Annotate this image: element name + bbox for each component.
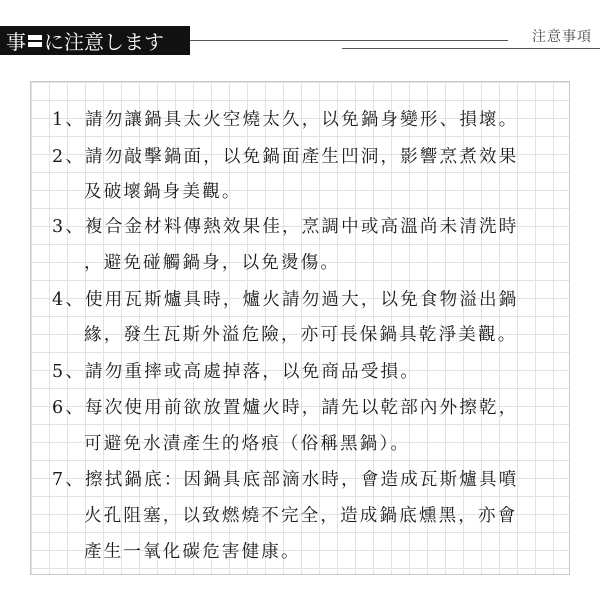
note-line: 2、請勿敲擊鍋面，以免鍋面產生凹洞，影響烹煮效果 xyxy=(52,147,519,167)
note-line: ，避免碰觸鍋身，以免燙傷。 xyxy=(84,253,341,273)
note-line: 火孔阻塞，以致燃燒不完全，造成鍋底燻黑，亦會 xyxy=(84,506,518,526)
note-line: 1、請勿讓鍋具太火空燒太久，以免鍋身變形、損壞。 xyxy=(52,110,519,130)
note-line: 緣，發生瓦斯外溢危險，亦可長保鍋具乾淨美觀。 xyxy=(84,325,518,345)
section-title-box xyxy=(0,26,190,55)
note-line: 3、複合金材料傳熱效果佳，烹調中或高溫尚未清洗時 xyxy=(52,217,519,237)
note-line: 可避免水漬產生的烙痕（俗稱黑鍋）。 xyxy=(84,434,411,454)
note-line: 5、請勿重摔或高處掉落，以免商品受損。 xyxy=(52,362,420,382)
note-line: 6、每次使用前欲放置爐火時，請先以乾部內外擦乾， xyxy=(52,398,519,418)
header-rule-long xyxy=(190,40,508,41)
title-separator-icon xyxy=(28,34,42,48)
note-line: 4、使用瓦斯爐具時，爐火請勿過大，以免食物溢出鍋 xyxy=(52,290,519,310)
header-rule-short xyxy=(342,48,600,49)
section-subtitle: 注意事項 xyxy=(532,29,592,45)
note-line: 及破壞鍋身美觀。 xyxy=(84,182,242,202)
note-line: 7、擦拭鍋底：因鍋具底部滴水時，會造成瓦斯爐具噴 xyxy=(52,470,519,490)
note-line: 產生一氧化碳危害健康。 xyxy=(84,542,301,562)
page-header xyxy=(0,0,600,60)
section-title: に注意します xyxy=(44,30,164,54)
section-title-prefix: 事 xyxy=(6,30,26,54)
